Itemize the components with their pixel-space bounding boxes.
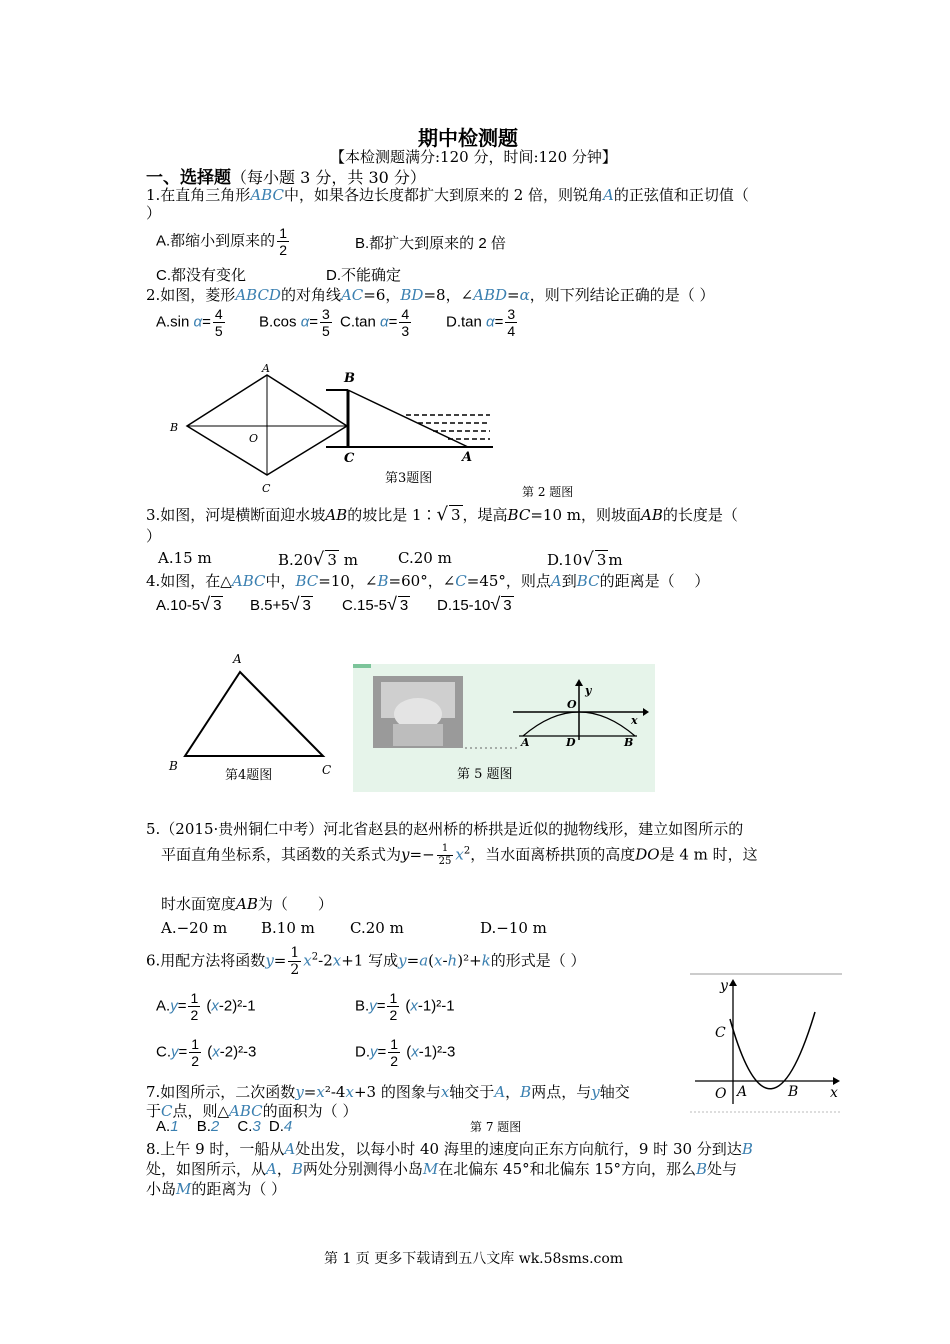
q1-option-a: A.都缩小到原来的 $\frac{1}{2}$: [156, 225, 287, 258]
parabola-figure: [690, 972, 845, 1114]
bridge-figure: [353, 664, 655, 792]
fig3-label-a: A: [462, 450, 473, 465]
q3-option-a: A.15 m: [158, 549, 212, 567]
q1-option-b: B.都扩大到原来的 2 倍: [355, 235, 506, 252]
fig5-label-b: B: [624, 736, 634, 749]
fig5-label-a: A: [521, 736, 530, 749]
fig5-caption: 第 5 题图: [457, 767, 513, 782]
fig7-label-o: O: [715, 1086, 727, 1102]
q7-option-a: A.1: [156, 1118, 179, 1135]
q1-option-c: C.都没有变化: [156, 267, 247, 284]
fig7-label-b: B: [788, 1084, 799, 1100]
fig7-label-c: C: [715, 1025, 726, 1041]
fig5-label-o: O: [567, 698, 577, 711]
q5-option-c: C.20 m: [350, 919, 404, 937]
q5-option-b: B.10 m: [261, 919, 315, 937]
fig2-label-c: C: [262, 482, 271, 495]
q3-stem: 3.如图，河堤横断面迎水坡AB的坡比是 1∶√ 3 ，堤高BC=10 m，则坡面AB的长度是（: [146, 504, 738, 525]
q4-option-c: C.15-5√ 3: [342, 594, 409, 614]
q4-option-a: A.10-5√ 3: [156, 594, 222, 614]
q7-option-b: B.2: [196, 1118, 220, 1135]
fig3-label-c: C: [344, 451, 355, 466]
q5-line2: 平面直角坐标系，其函数的关系式为y=− $\frac{1}{25}$ $x^2$，当水面离桥拱顶的高度DO是 4 m 时，这: [161, 843, 758, 867]
fig2-caption: 第 2 题图: [522, 485, 574, 499]
q8-line2: 处，如图所示，从A，B两处分别测得小岛M在北偏东 45°和北偏东 15°方向，那么B处与: [146, 1160, 738, 1178]
fig7-label-y: y: [720, 978, 728, 994]
q7-option-d: D.4: [268, 1118, 293, 1135]
fig3-caption: 第3题图: [385, 471, 433, 486]
q3-stem-end: ）: [146, 527, 162, 545]
q3-option-c: C.20 m: [398, 549, 452, 567]
q3-option-b: B.20√ 3 m: [278, 549, 358, 570]
q8-line1: 8.上午 9 时，一船从A处出发，以每小时 40 海里的速度向正东方向航行，9 时 30 分到达B: [146, 1140, 753, 1158]
q6-option-b: B.y= $\frac{1}{2}$ (x-1)²-1: [355, 990, 455, 1023]
fig2-label-b: B: [170, 421, 179, 434]
fig7-label-x: x: [830, 1085, 838, 1101]
fig2-label-a: A: [262, 362, 270, 375]
q2-option-a: A.sin α= $\frac{4}{5}$: [156, 306, 223, 339]
fig4-caption: 第4题图: [225, 768, 273, 783]
page-subtitle: 【本检测题满分:120 分，时间:120 分钟】: [330, 148, 617, 166]
page-title: 期中检测题: [418, 126, 518, 150]
q7-stem-line2: 于C点，则△ABC的面积为（ ）: [146, 1102, 358, 1120]
q4-stem: 4.如图，在△ABC中，BC=10，∠B=60°，∠C=45°，则点A到BC的距离是（ ）: [146, 572, 710, 590]
q5-option-d: D.−10 m: [480, 919, 547, 937]
q5-line1: 5.（2015·贵州铜仁中考）河北省赵县的赵州桥的桥拱是近似的抛物线形，建立如图所示的: [146, 820, 744, 838]
q2-stem: 2.如图，菱形ABCD的对角线AC=6，BD=8，∠ABD=α，则下列结论正确的是（ ）: [146, 286, 715, 304]
q7-option-c: C.3: [237, 1118, 261, 1135]
q7-stem: 7.如图所示，二次函数y=x²-4x+3 的图象与x轴交于A，B两点，与y轴交: [146, 1083, 630, 1101]
q5-line3: 时水面宽度AB为（ ）: [161, 895, 333, 913]
q6-option-d: D.y= $\frac{1}{2}$ (x-1)²-3: [355, 1036, 456, 1069]
q8-line3: 小岛M的距离为（ ）: [146, 1180, 287, 1198]
q5-option-a: A.−20 m: [161, 919, 228, 937]
embankment-figure: [318, 365, 498, 490]
q3-option-d: D.10√ 3 m: [547, 549, 623, 570]
q2-option-d: D.tan α= $\frac{3}{4}$: [446, 306, 516, 339]
q2-option-b: B.cos α= $\frac{3}{5}$: [259, 306, 330, 339]
q1-stem: 1.在直角三角形ABC中，如果各边长度都扩大到原来的 2 倍，则锐角A的正弦值和正切值（: [146, 186, 749, 204]
fig5-label-y: y: [585, 684, 592, 697]
page-footer: 第 1 页 更多下载请到五八文库 wk.58sms.com: [324, 1251, 624, 1267]
triangle-figure: [160, 648, 340, 788]
q1-stem-end: ）: [146, 204, 162, 222]
fig4-label-a: A: [233, 652, 242, 666]
fig2-label-o: O: [249, 432, 259, 445]
section-title: 一、选择题: [146, 168, 231, 188]
q1-fraction: $\frac{1}{2}$: [279, 225, 287, 258]
q6-option-c: C.y= $\frac{1}{2}$ (x-2)²-3: [156, 1036, 257, 1069]
q6-option-a: A.y= $\frac{1}{2}$ (x-2)²-1: [156, 990, 256, 1023]
q4-option-d: D.15-10√ 3: [437, 594, 512, 614]
q7-options: [156, 1118, 292, 1135]
q2-option-c: C.tan α= $\frac{4}{3}$: [340, 306, 410, 339]
fig4-label-c: C: [322, 763, 332, 777]
fig7-caption: 第 7 题图: [470, 1120, 522, 1134]
fig7-label-a: A: [737, 1084, 748, 1100]
section-note: （每小题 3 分，共 30 分）: [231, 168, 426, 187]
q1-option-d: D.不能确定: [326, 267, 402, 284]
fig5-label-x: x: [631, 714, 638, 727]
q6-stem: 6.用配方法将函数y= $\frac{1}{2}$ $x^2-2x+1$ 写成y=a(x-h)²+k的形式是（ ）: [146, 945, 586, 978]
q4-option-b: B.5+5√ 3: [250, 594, 311, 614]
fig5-label-d: D: [566, 736, 576, 749]
fig4-label-b: B: [169, 759, 178, 773]
fig3-label-b: B: [344, 371, 355, 386]
